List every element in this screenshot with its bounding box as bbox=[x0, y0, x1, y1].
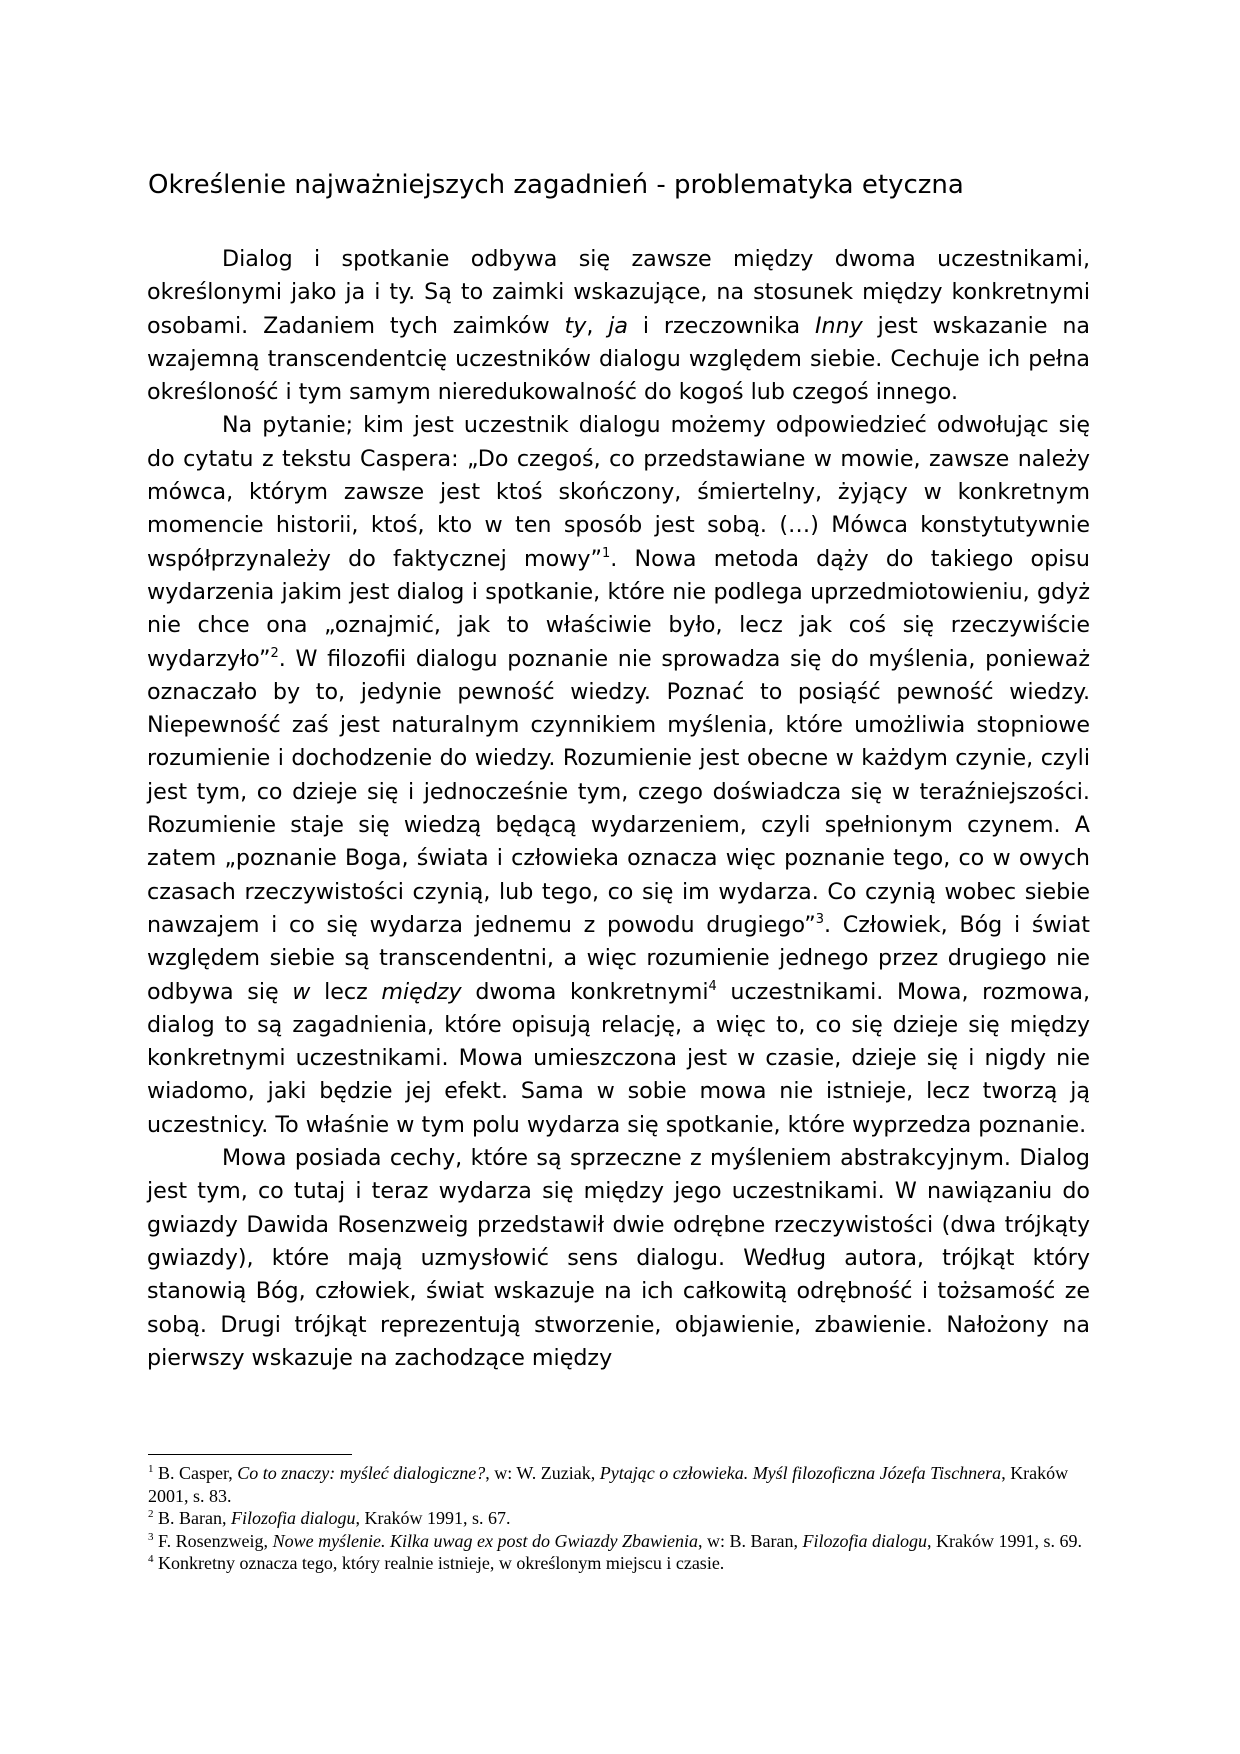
paragraph-2 bbox=[147, 409, 1090, 1142]
footnote-ref-2[interactable]: 2 bbox=[270, 645, 279, 661]
footnotes bbox=[148, 1462, 1091, 1575]
paragraph-1 bbox=[147, 243, 1090, 409]
footnote-2-text-b: , Kraków 1991, s. 67. bbox=[355, 1508, 511, 1528]
footnote-3-text-c: , Kraków 1991, s. 69. bbox=[927, 1530, 1083, 1551]
footnote-3-number: 3 bbox=[148, 1530, 154, 1543]
p1-text-c: jest wskazanie na wzajemną transcendentcię uczestników dialogu względem siebie. Cechuje ich pełna określoność i tym samym nieredukowalność do kogoś lub czegoś innego. bbox=[147, 312, 1090, 406]
footnote-1-number: 1 bbox=[148, 1463, 154, 1475]
footnote-3-title-2: Filozofia dialogu bbox=[802, 1530, 928, 1551]
footnote-2-text-a: B. Baran, bbox=[153, 1508, 231, 1528]
p1-italic-ja: ja bbox=[608, 312, 629, 339]
footnote-3-title-1: Nowe myślenie. Kilka uwag ex post do Gwiazdy Zbawienia bbox=[272, 1530, 699, 1551]
p1-comma: , bbox=[586, 312, 609, 339]
p2-text-c: . W filozofii dialogu poznanie nie sprowadza się do myślenia, ponieważ oznaczało by to, jedynie pewność wiedzy. Poznać to posiąść pewność wiedzy. Niepewność zaś jest naturalnym czynnikiem myślenia, które umożliwia stopniowe rozumienie i dochodzenie do wiedzy. Rozumienie jest obecne w każdym czynie, czyli jest tym, co dzieje się i jednocześnie tym, czego doświadcza się w teraźniejszości. Rozumienie staje się wiedzą będącą wydarzeniem, czyli spełnionym czynem. A zatem „poznanie Boga, świata i człowieka oznacza więc poznanie tego, co w owych czasach rzeczywistości czynią, lub tego, co się im wydarza. Co czynią wobec siebie nawzajem i co się wydarza jednemu z powodu drugiego” bbox=[147, 645, 1090, 938]
p2-text-a: Na pytanie; kim jest uczestnik dialogu możemy odpowiedzieć odwołując się do cytatu z tekstu Caspera: „Do czegoś, co przedstawiane w mowie, zawsze należy mówca, którym zawsze jest ktoś skończony, śmiertelny, żyjący w konkretnym momencie historii, ktoś, kto w ten sposób jest sobą. (…) Mówca konstytutywnie współprzynależy do faktycznej mowy” bbox=[147, 412, 1090, 572]
footnote-ref-3[interactable]: 3 bbox=[815, 911, 825, 927]
p1-italic-ty: ty bbox=[564, 312, 587, 339]
footnote-ref-1[interactable]: 1 bbox=[602, 545, 611, 561]
paragraph-3: Mowa posiada cechy, które są sprzeczne z myśleniem abstrakcyjnym. Dialog jest tym, co tutaj i teraz wydarza się między jego uczestnikami. W nawiązaniu do gwiazdy Dawida Rosenzweig przedstawił dwie odrębne rzeczywistości (dwa trójkąty gwiazdy), które mają uzmysłowić sens dialogu. Według autora, trójkąt który stanowią Bóg, człowiek, świat wskazuje na ich całkowitą odrębność i tożsamość ze sobą. Drugi trójkąt reprezentują stworzenie, objawienie, zbawienie. Nałożony na pierwszy wskazuje na zachodzące między bbox=[147, 1145, 1090, 1371]
footnote-4-text-a: Konkretny oznacza tego, który realnie istnieje, w określonym miejscu i czasie. bbox=[153, 1553, 725, 1573]
body-text bbox=[147, 243, 1090, 1375]
p2-text-g: uczestnikami. Mowa, rozmowa, dialog to są zagadnienia, które opisują relację, a więc to, co się dzieje się między konkretnymi uczestnikami. Mowa umieszczona jest w czasie, dzieje się i nigdy nie wiadomo, jaki będzie jej efekt. Sama w sobie mowa nie istnieje, lecz tworzą ją uczestnicy. To właśnie w tym polu wydarza się spotkanie, które wyprzedza poznanie. bbox=[147, 978, 1090, 1138]
p2-text-d: . Człowiek, Bóg i świat względem siebie są transcendentni, a więc rozumienie jednego przez drugiego nie odbywa się bbox=[147, 911, 1090, 1005]
p2-text-b: . Nowa metoda dąży do takiego opisu wydarzenia jakim jest dialog i spotkanie, które nie podlega uprzedmiotowieniu, gdyż nie chce ona „oznajmić, jak to właściwie było, lecz jak coś się rzeczywiście wydarzyło” bbox=[147, 545, 1090, 672]
footnote-separator bbox=[148, 1454, 352, 1455]
footnote-4 bbox=[148, 1552, 1091, 1575]
p2-text-e: lecz bbox=[310, 978, 382, 1005]
p1-italic-inny: Inny bbox=[815, 312, 863, 339]
p2-italic-w: w bbox=[292, 978, 311, 1005]
p1-text-b: i rzeczownika bbox=[628, 312, 816, 339]
footnote-1-title-1: Co to znaczy: myśleć dialogiczne? bbox=[237, 1463, 486, 1483]
p2-italic-miedzy: między bbox=[381, 978, 462, 1005]
page-title: Określenie najważniejszych zagadnień - problematyka etyczna bbox=[148, 170, 964, 200]
footnote-3-text-a: F. Rosenzweig, bbox=[153, 1530, 273, 1551]
footnote-2 bbox=[148, 1507, 1091, 1530]
footnote-3 bbox=[148, 1530, 1091, 1553]
footnote-1-title-2: Pytając o człowieka. Myśl filozoficzna Józefa Tischnera bbox=[599, 1463, 1002, 1483]
footnote-2-title-1: Filozofia dialogu bbox=[230, 1508, 356, 1528]
p1-text-a: Dialog i spotkanie odbywa się zawsze między dwoma uczestnikami, określonymi jako ja i ty. Są to zaimki wskazujące, na stosunek między konkretnymi osobami. Zadaniem tych zaimków bbox=[147, 246, 1090, 339]
footnote-1-text-a: B. Casper, bbox=[153, 1463, 238, 1483]
footnote-2-number: 2 bbox=[148, 1508, 154, 1520]
footnote-ref-4[interactable]: 4 bbox=[708, 978, 717, 994]
p2-text-f: dwoma konkretnymi bbox=[461, 978, 709, 1005]
footnote-3-text-b: , w: B. Baran, bbox=[698, 1530, 803, 1551]
footnote-1-text-c: , Kraków 2001, s. 83. bbox=[148, 1463, 1069, 1506]
footnote-4-number: 4 bbox=[148, 1553, 154, 1565]
footnote-1-text-b: , w: W. Zuziak, bbox=[485, 1463, 600, 1483]
footnote-1 bbox=[148, 1462, 1091, 1507]
